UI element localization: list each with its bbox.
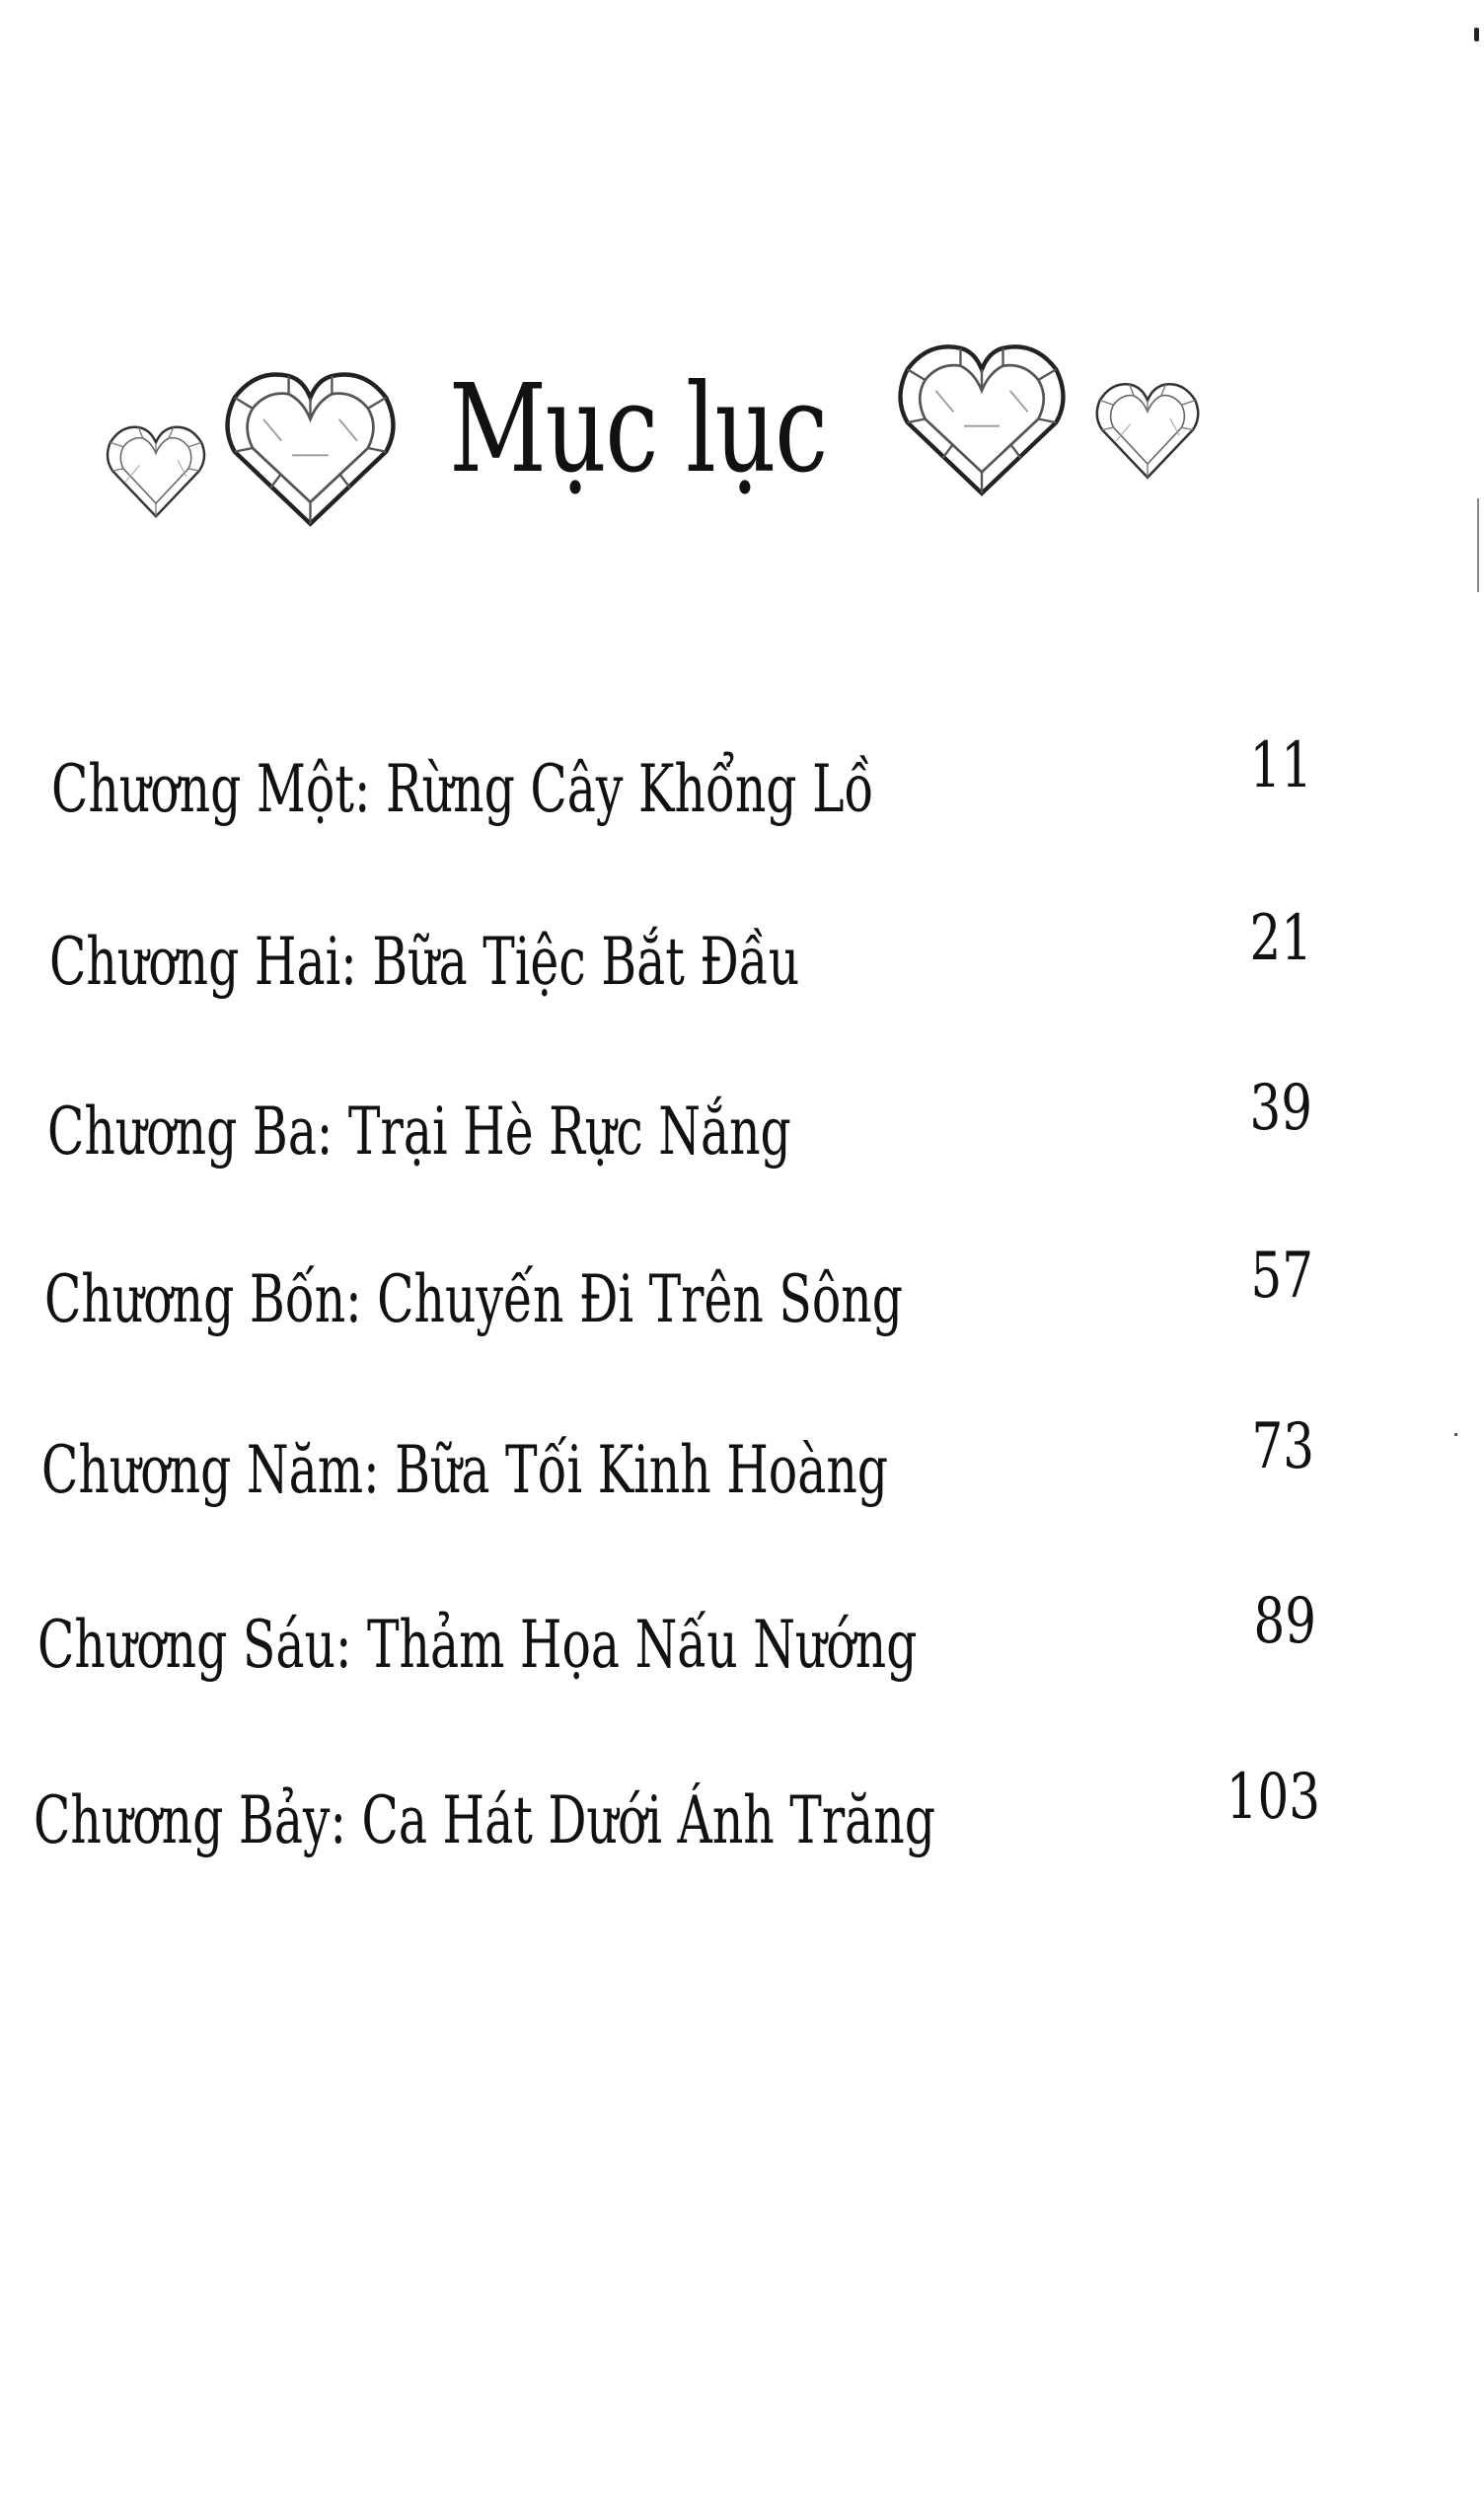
toc-entry[interactable]	[41, 1410, 1324, 1515]
toc-entry-page: 21	[1249, 902, 1312, 975]
toc-entry-page: 57	[1250, 1240, 1313, 1313]
toc-entry-title: Chương Năm: Bữa Tối Kinh Hoàng	[41, 1432, 889, 1508]
toc-entry-title: Chương Ba: Trại Hè Rực Nắng	[47, 1094, 791, 1170]
toc-entry-title: Chương Bảy: Ca Hát Dưới Ánh Trăng	[34, 1782, 936, 1858]
toc-entry-page: 89	[1253, 1585, 1316, 1658]
toc-entry-page: 11	[1249, 729, 1312, 802]
toc-entry-title: Chương Hai: Bữa Tiệc Bắt Đầu	[49, 924, 800, 1000]
page-title: Mục lục	[449, 358, 827, 500]
toc-entry[interactable]	[44, 1240, 1327, 1344]
toc-entry[interactable]	[34, 1761, 1320, 1865]
toc-entry[interactable]	[37, 1585, 1320, 1690]
toc-entry[interactable]	[51, 729, 1334, 834]
toc-entry-page: 103	[1225, 1761, 1320, 1834]
toc-entry-title: Chương Sáu: Thảm Họa Nấu Nướng	[37, 1607, 918, 1683]
toc-entry[interactable]	[49, 902, 1332, 1007]
toc-entry-title: Chương Bốn: Chuyến Đi Trên Sông	[44, 1261, 903, 1337]
toc-entry-page: 73	[1251, 1410, 1314, 1483]
toc-entry-page: 39	[1249, 1072, 1312, 1145]
toc-entry[interactable]	[47, 1072, 1330, 1176]
toc-entry-title: Chương Một: Rừng Cây Khổng Lồ	[51, 751, 874, 827]
